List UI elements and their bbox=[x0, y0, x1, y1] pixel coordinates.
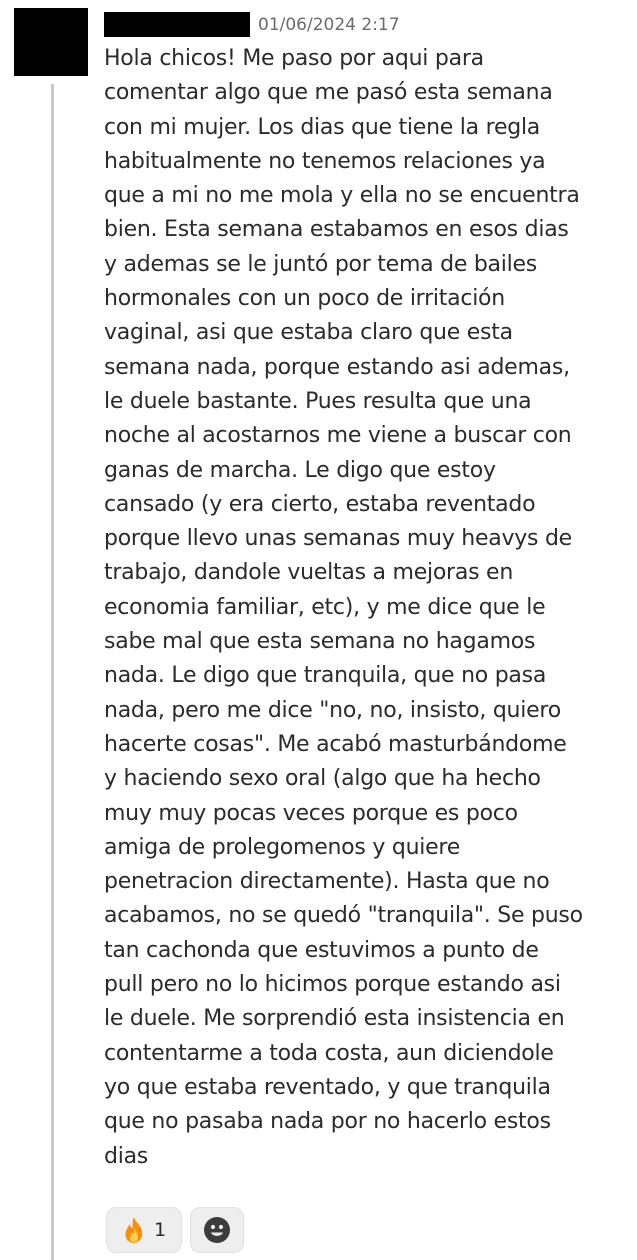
timestamp: 01/06/2024 2:17 bbox=[258, 15, 400, 35]
fire-emoji-icon bbox=[122, 1216, 146, 1244]
message-line: que no pasaba nada por no hacerlo estos bbox=[104, 1109, 551, 1135]
message-line: trabajo, dandole vueltas a mejoras en bbox=[104, 560, 514, 586]
message-line: noche al acostarnos me viene a buscar con bbox=[104, 423, 572, 449]
message-line: hormonales con un poco de irritación bbox=[104, 286, 505, 312]
message-line: economia familiar, etc), y me dice que le bbox=[104, 594, 546, 620]
message-line: pull pero no lo hicimos porque estando asi bbox=[104, 972, 561, 998]
username-redacted[interactable] bbox=[104, 12, 250, 37]
message-line: contentarme a toda costa, aun diciendole bbox=[104, 1040, 554, 1066]
message-line: Hola chicos! Me paso por aqui para bbox=[104, 46, 484, 71]
message-line: yo que estaba reventado, y que tranquila bbox=[104, 1074, 551, 1100]
message-line: habitualmente no tenemos relaciones ya bbox=[104, 148, 546, 174]
message-line: vaginal, asi que estaba claro que esta bbox=[104, 320, 513, 346]
fire-reaction-count: 1 bbox=[153, 1219, 167, 1241]
message-line: sabe mal que esta semana no hagamos bbox=[104, 629, 536, 655]
message-line: bien. Esta semana estabamos en esos dias bbox=[104, 217, 569, 243]
message-line: nada. Le digo que tranquila, que no pasa bbox=[104, 663, 547, 689]
fire-reaction-button[interactable] bbox=[106, 1207, 182, 1253]
reactions-bar bbox=[106, 1207, 244, 1253]
message-line: y haciendo sexo oral (algo que ha hecho bbox=[104, 766, 541, 792]
add-reaction-smiley-icon bbox=[203, 1216, 231, 1244]
message-line: nada, pero me dice "no, no, insisto, quiero bbox=[104, 697, 561, 723]
message-line: con mi mujer. Los dias que tiene la regla bbox=[104, 114, 541, 140]
avatar-redacted[interactable] bbox=[14, 8, 88, 76]
message-line: y ademas se le juntó por tema de bailes bbox=[104, 251, 538, 277]
message-line: dias bbox=[104, 1143, 149, 1169]
message-line: comentar algo que me pasó esta semana bbox=[104, 80, 553, 106]
message-line: le duele bastante. Pues resulta que una bbox=[104, 388, 532, 414]
message-line: acabamos, no se quedó "tranquila". Se puso bbox=[104, 903, 583, 929]
add-reaction-button[interactable] bbox=[190, 1207, 244, 1253]
message-line: tan cachonda que estuvimos a punto de bbox=[104, 937, 539, 963]
message-line: le duele. Me sorprendió esta insistencia en bbox=[104, 1006, 565, 1032]
message-body bbox=[104, 42, 624, 1174]
message-line: muy muy pocas veces porque es poco bbox=[104, 800, 518, 826]
message-line: semana nada, porque estando asi ademas, bbox=[104, 354, 570, 380]
thread-line bbox=[51, 84, 54, 1260]
message-line: porque llevo unas semanas muy heavys de bbox=[104, 526, 572, 552]
message-line: hacerte cosas". Me acabó masturbándome bbox=[104, 731, 567, 757]
message-line: penetracion directamente). Hasta que no bbox=[104, 869, 550, 895]
message-line: amiga de prolegomenos y quiere bbox=[104, 834, 461, 860]
message-line: que a mi no me mola y ella no se encuentra bbox=[104, 183, 580, 209]
message-line: cansado (y era cierto, estaba reventado bbox=[104, 491, 536, 517]
message-line: ganas de marcha. Le digo que estoy bbox=[104, 457, 496, 483]
